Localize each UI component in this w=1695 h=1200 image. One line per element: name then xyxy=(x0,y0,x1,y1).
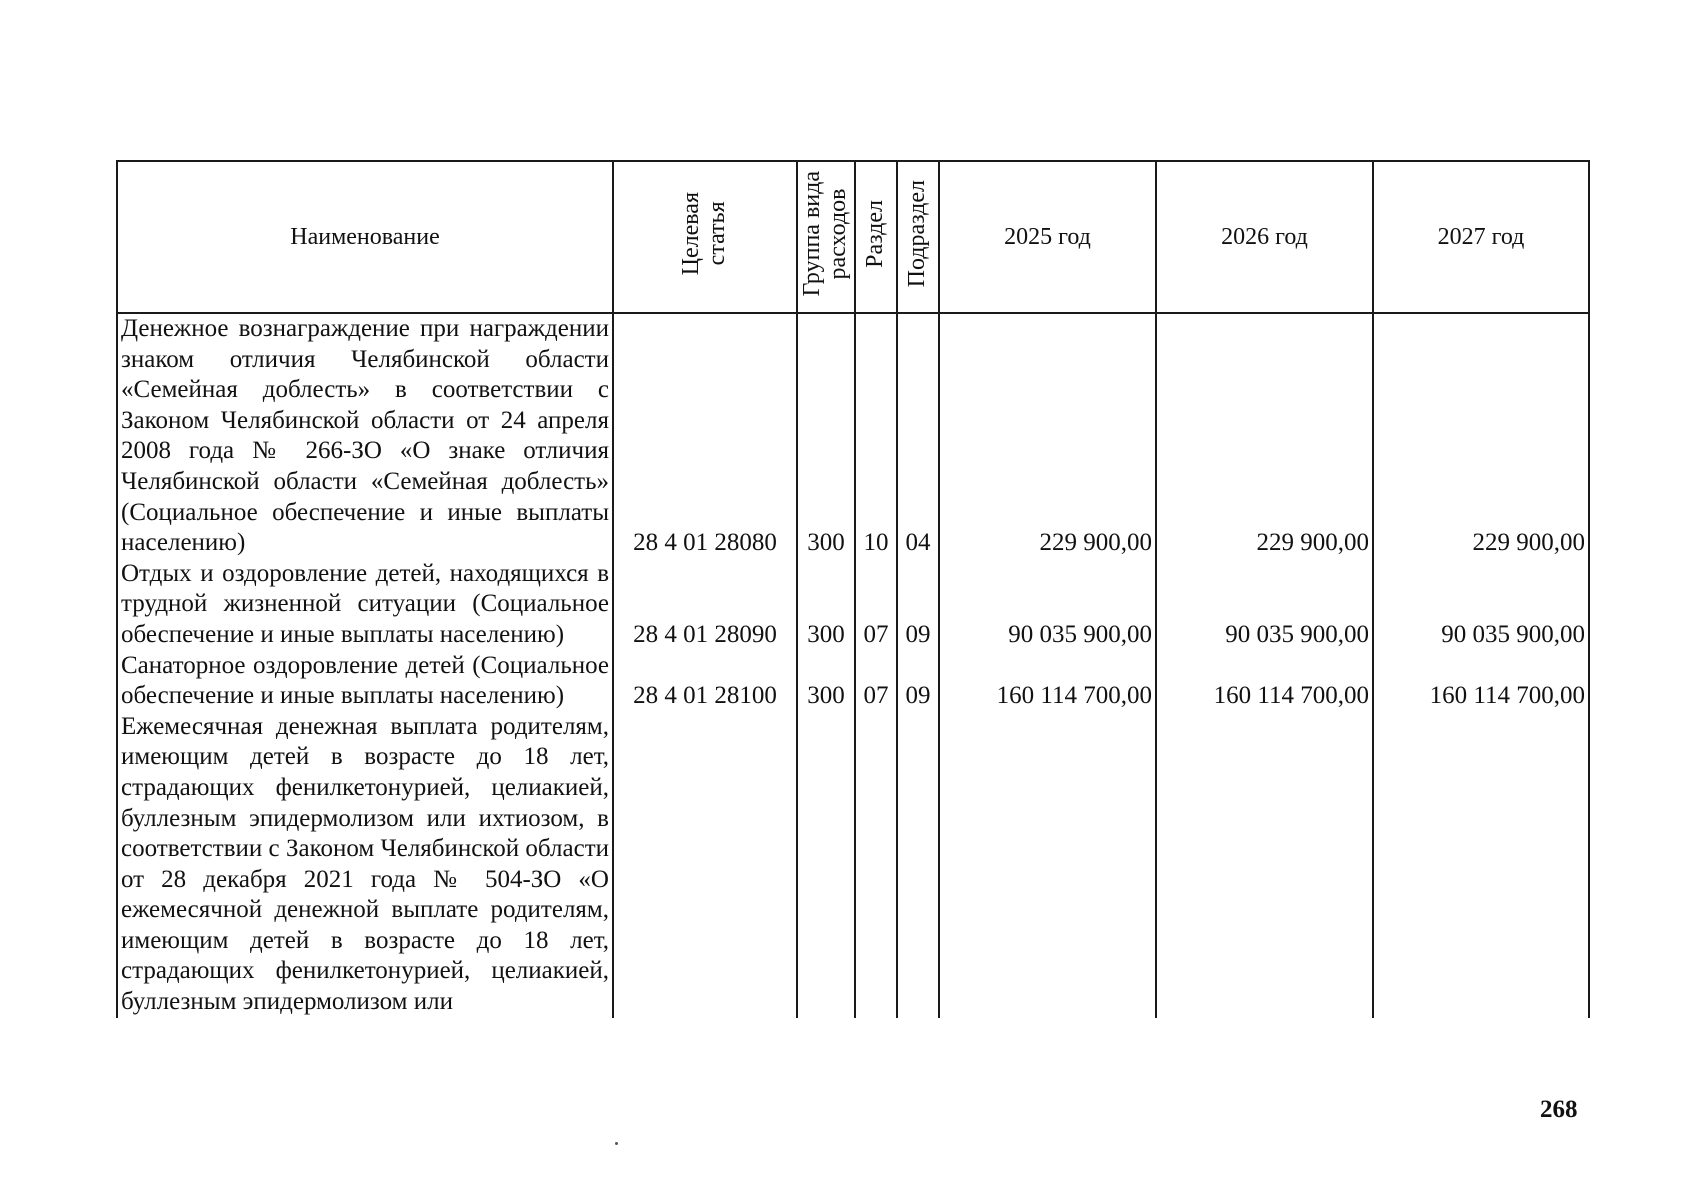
row-amount-2026 xyxy=(1156,712,1373,1018)
row-section xyxy=(855,712,897,1018)
table-row xyxy=(117,313,1589,559)
row-subsection: 04 xyxy=(897,313,939,559)
table-row xyxy=(117,651,1589,712)
row-subsection: 09 xyxy=(897,559,939,651)
row-amount-2025: 160 114 700,00 xyxy=(939,651,1156,712)
header-year-2027: 2027 год xyxy=(1373,161,1589,313)
row-section: 07 xyxy=(855,651,897,712)
scan-artifact xyxy=(615,1142,618,1145)
row-target-article: 28 4 01 28090 xyxy=(613,559,797,651)
row-amount-2025 xyxy=(939,712,1156,1018)
header-subsection: Подраздел xyxy=(897,161,939,313)
row-expense-group: 300 xyxy=(797,559,855,651)
header-section: Раздел xyxy=(855,161,897,313)
row-amount-2027: 229 900,00 xyxy=(1373,313,1589,559)
table-row xyxy=(117,712,1589,1018)
header-target-article: Целевая статья xyxy=(613,161,797,313)
header-row xyxy=(117,161,1589,313)
header-expense-group: Группа вида расходов xyxy=(797,161,855,313)
row-name: Отдых и оздоровление детей, находящихся в трудной жизненной ситуации (Социальное обеспечение и иные выплаты населению) xyxy=(117,559,613,651)
row-target-article xyxy=(613,712,797,1018)
row-name: Ежемесячная денежная выплата родителям, имеющим детей в возрасте до 18 лет, страдающих фенилкетонурией, целиакией, буллезным эпидермолизом или ихтиозом, в соответствии с Законом Челябинской области от 28 декабря 2021 года № 504-ЗО «О ежемесячной денежной выплате родителям, имеющим детей в возрасте до 18 лет, страдающих фенилкетонурией, целиакией, буллезным эпидермолизом или xyxy=(117,712,613,1018)
row-amount-2025: 229 900,00 xyxy=(939,313,1156,559)
row-expense-group xyxy=(797,712,855,1018)
row-name: Денежное вознаграждение при награждении знаком отличия Челябинской области «Семейная доблесть» в соответствии с Законом Челябинской области от 24 апреля 2008 года № 266-ЗО «О знаке отличия Челябинской области «Семейная доблесть» (Социальное обеспечение и иные выплаты населению) xyxy=(117,313,613,559)
row-amount-2027: 90 035 900,00 xyxy=(1373,559,1589,651)
row-amount-2026: 90 035 900,00 xyxy=(1156,559,1373,651)
row-expense-group: 300 xyxy=(797,313,855,559)
row-amount-2027: 160 114 700,00 xyxy=(1373,651,1589,712)
row-amount-2026: 160 114 700,00 xyxy=(1156,651,1373,712)
row-target-article: 28 4 01 28080 xyxy=(613,313,797,559)
row-section: 07 xyxy=(855,559,897,651)
row-amount-2025: 90 035 900,00 xyxy=(939,559,1156,651)
row-subsection xyxy=(897,712,939,1018)
row-subsection: 09 xyxy=(897,651,939,712)
row-amount-2027 xyxy=(1373,712,1589,1018)
budget-table xyxy=(116,160,1590,1018)
row-section: 10 xyxy=(855,313,897,559)
header-year-2026: 2026 год xyxy=(1156,161,1373,313)
row-target-article: 28 4 01 28100 xyxy=(613,651,797,712)
row-amount-2026: 229 900,00 xyxy=(1156,313,1373,559)
header-name: Наименование xyxy=(117,161,613,313)
row-name: Санаторное оздоровление детей (Социальное обеспечение и иные выплаты населению) xyxy=(117,651,613,712)
page-number: 268 xyxy=(1540,1096,1578,1123)
table-row xyxy=(117,559,1589,651)
row-expense-group: 300 xyxy=(797,651,855,712)
header-year-2025: 2025 год xyxy=(939,161,1156,313)
